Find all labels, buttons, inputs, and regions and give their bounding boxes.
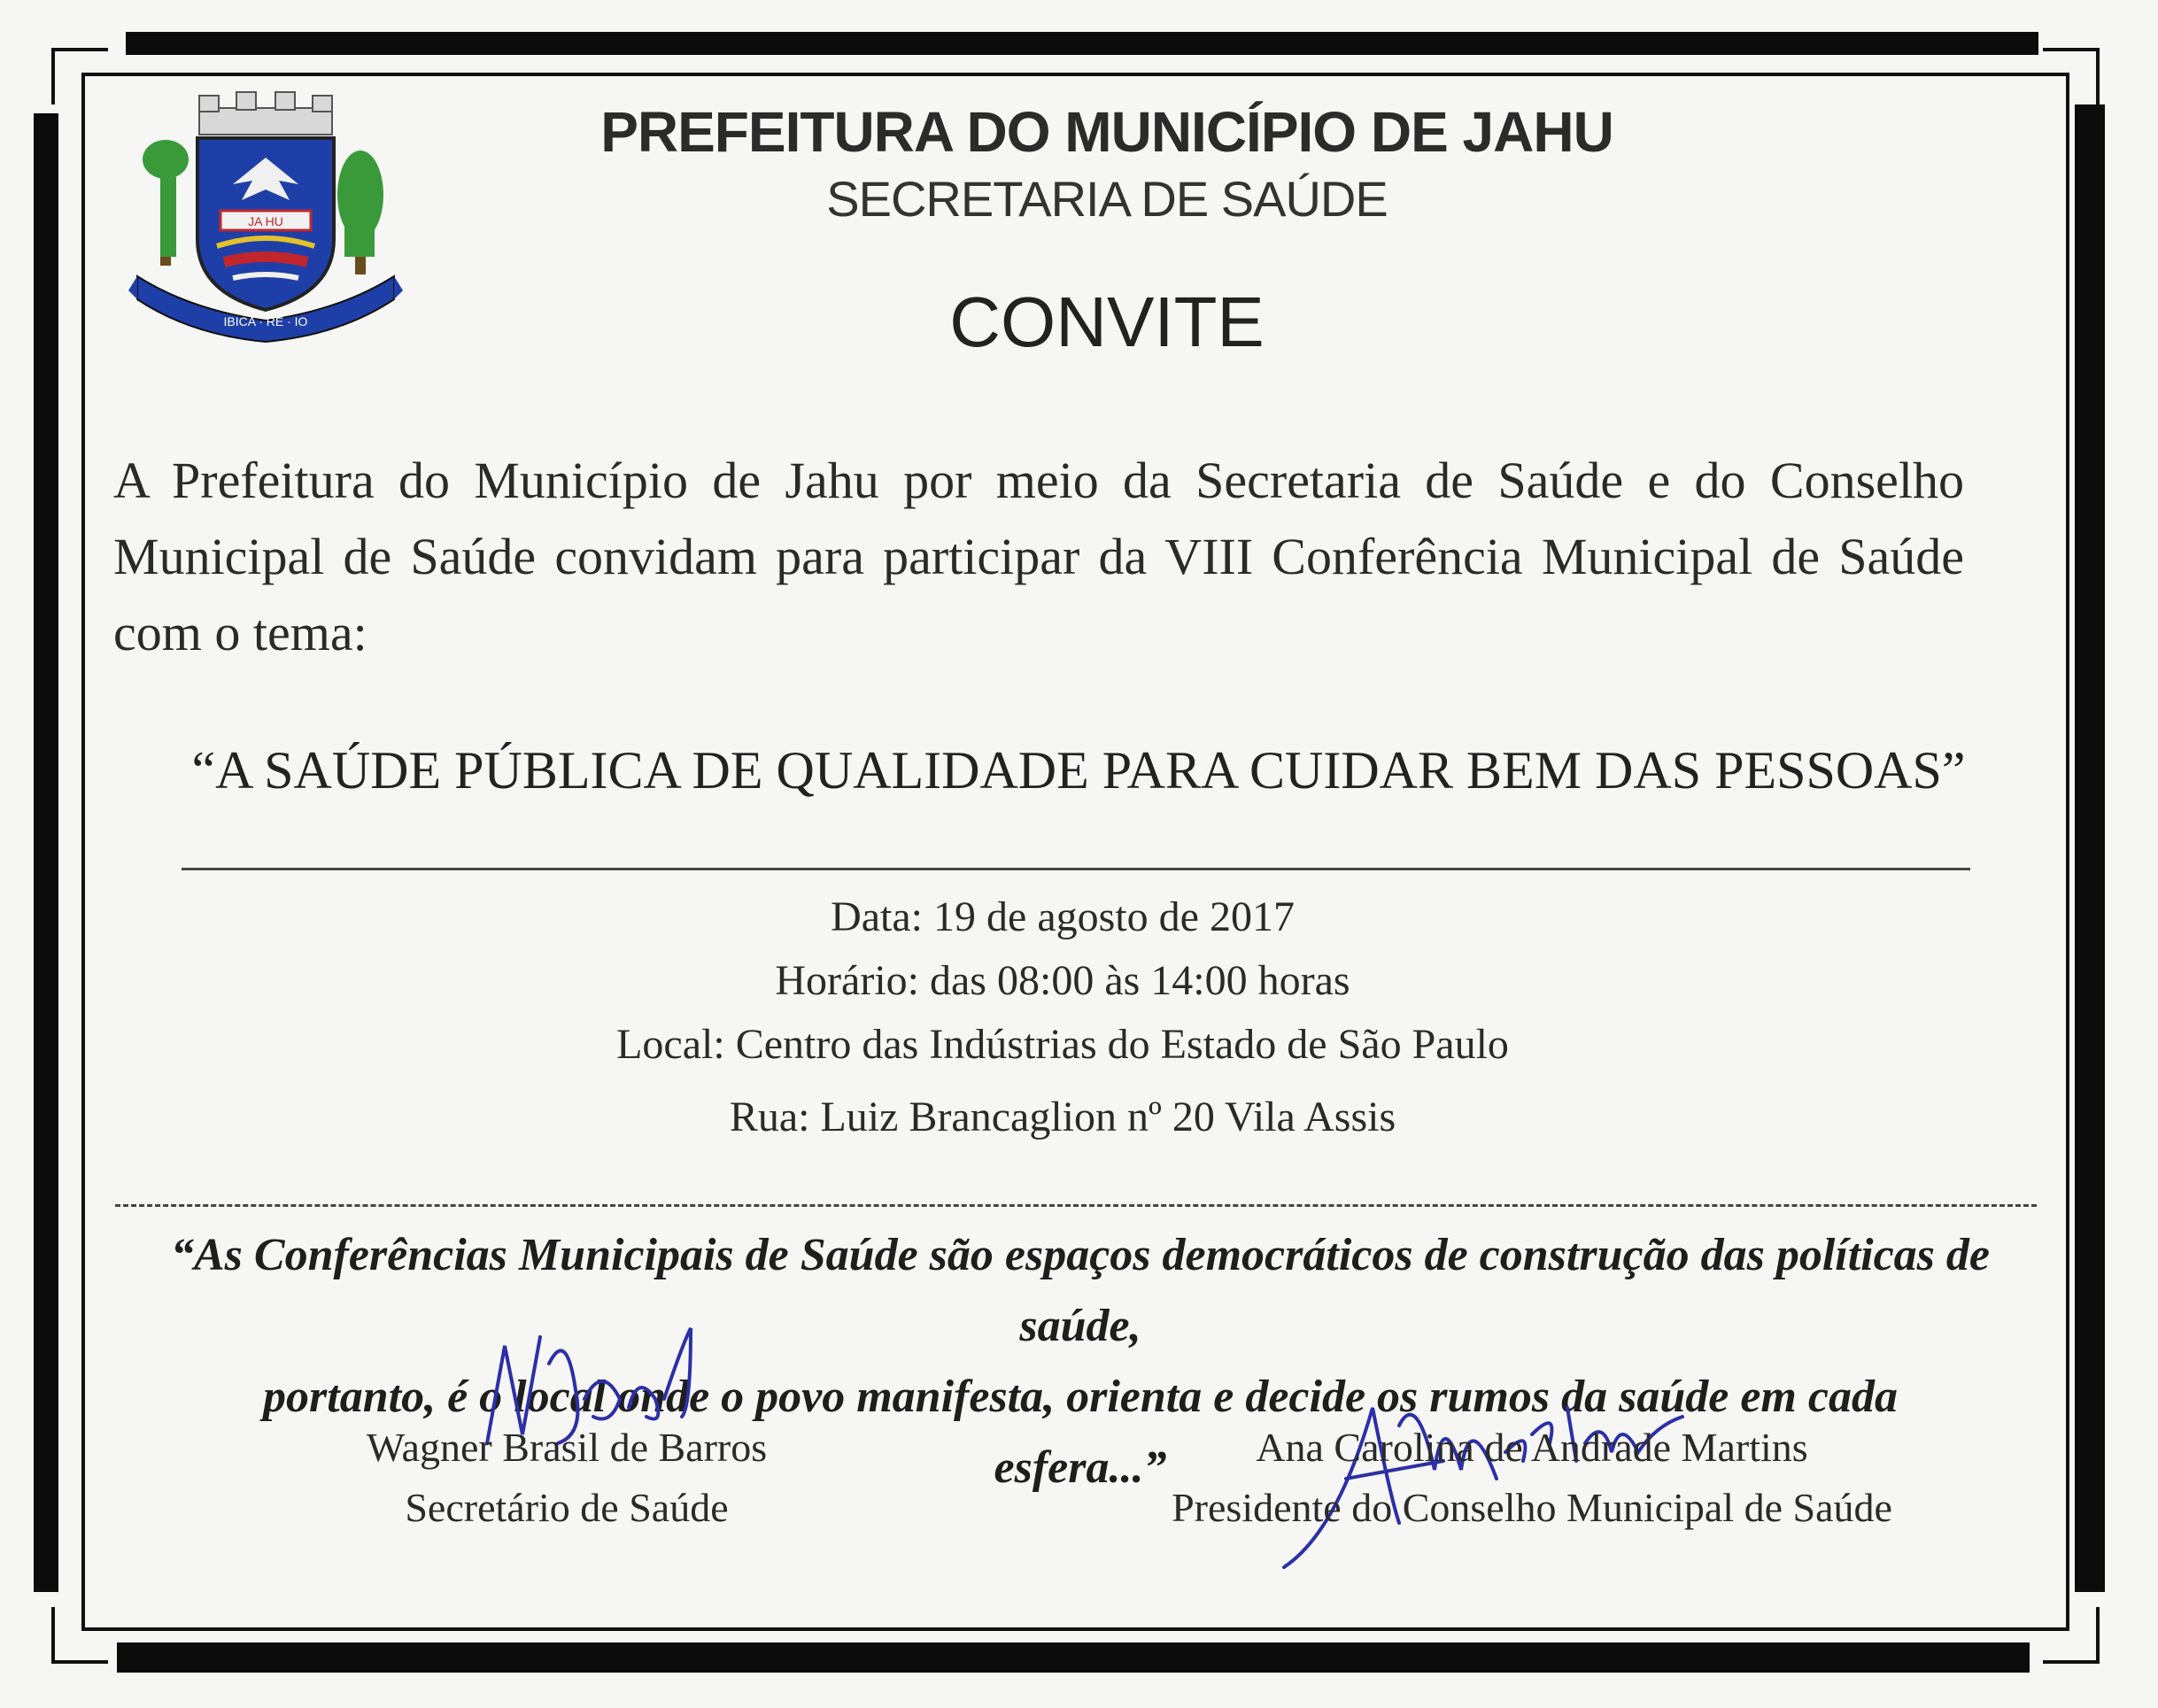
tree-right-icon bbox=[337, 151, 383, 274]
frame-bar-bottom bbox=[117, 1642, 2030, 1673]
frame-bar-right bbox=[2075, 104, 2105, 1592]
document-title: CONVITE bbox=[949, 282, 1265, 361]
svg-text:IBICA · RE · IO: IBICA · RE · IO bbox=[223, 314, 308, 328]
conference-theme: “A SAÚDE PÚBLICA DE QUALIDADE PARA CUIDAR BEM DAS PESSOAS” bbox=[191, 741, 1966, 800]
event-details bbox=[354, 885, 1771, 1149]
signer-right-name: Ana Carolina de Andrade Martins bbox=[1256, 1425, 1808, 1470]
quote-line: “As Conferências Municipais de Saúde são espaços democráticos de construção das políticas de saúde, bbox=[171, 1230, 1990, 1351]
event-time: Horário: das 08:00 às 14:00 horas bbox=[775, 957, 1350, 1004]
intro-paragraph: A Prefeitura do Município de Jahu por meio da Secretaria de Saúde e do Conselho Municipal de Saúde convidam para participar da VIII Conferência Municipal de Saúde com o tema: bbox=[113, 452, 1964, 661]
divider-dashed-line bbox=[115, 1204, 2037, 1207]
department-subtitle: SECRETARIA DE SAÚDE bbox=[826, 171, 1388, 227]
frame-bar-top bbox=[126, 32, 2038, 55]
signer-left-role: Secretário de Saúde bbox=[405, 1485, 729, 1530]
organization-title: PREFEITURA DO MUNICÍPIO DE JAHU bbox=[600, 100, 1613, 164]
signer-left-name: Wagner Brasil de Barros bbox=[366, 1425, 768, 1470]
frame-corner bbox=[2043, 48, 2100, 104]
quote-line: esfera...” bbox=[994, 1442, 1167, 1493]
signer-right-role: Presidente do Conselho Municipal de Saúde bbox=[1172, 1485, 1892, 1530]
frame-bar-left bbox=[34, 113, 58, 1592]
quote-line: portanto, é o local onde o povo manifesta, orienta e decide os rumos da saúde em cada bbox=[263, 1372, 1898, 1422]
event-date: Data: 19 de agosto de 2017 bbox=[831, 893, 1295, 940]
tree-left-icon bbox=[143, 140, 189, 266]
frame-corner bbox=[2043, 1607, 2100, 1664]
divider-line bbox=[182, 868, 1970, 870]
frame-corner bbox=[51, 48, 108, 104]
svg-text:JA HU: JA HU bbox=[248, 214, 283, 228]
event-place: Local: Centro das Indústrias do Estado de São Paulo bbox=[616, 1021, 1509, 1068]
frame-corner bbox=[51, 1607, 108, 1664]
municipal-crest-logo bbox=[128, 89, 403, 345]
event-street: Rua: Luiz Brancaglion nº 20 Vila Assis bbox=[729, 1094, 1396, 1140]
